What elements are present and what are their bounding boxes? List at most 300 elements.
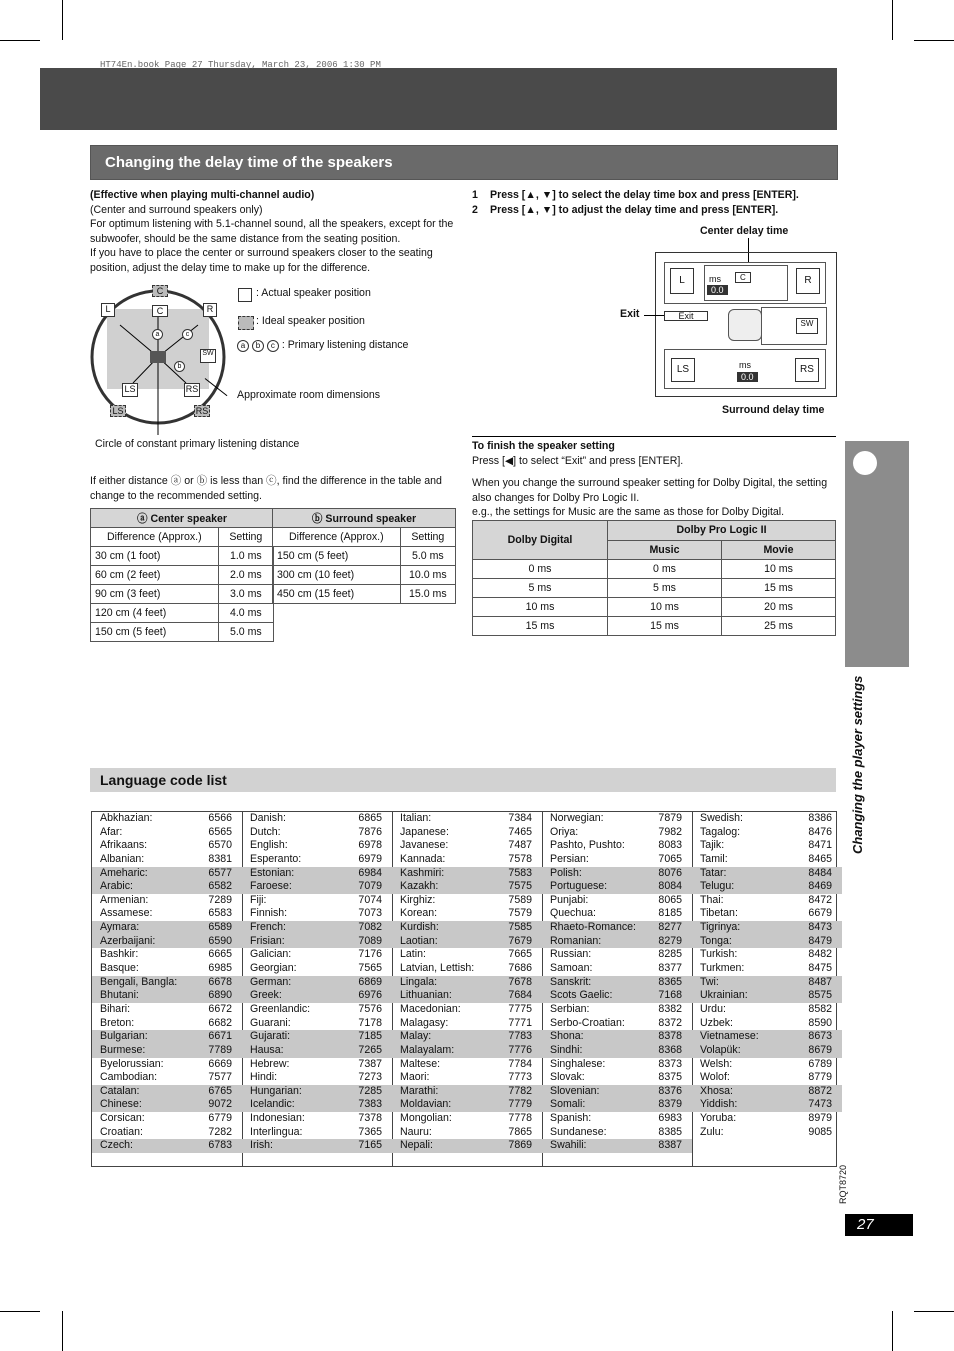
surround-speaker-table xyxy=(272,508,456,604)
language-name: Korean: xyxy=(400,907,438,920)
dolby-cell: 15 ms xyxy=(608,617,722,636)
language-name: Bihari: xyxy=(100,1002,131,1015)
language-name: Tibetan: xyxy=(700,907,738,920)
legend-ideal-swatch xyxy=(238,316,254,330)
language-name: Wolof: xyxy=(700,1071,730,1084)
dolby-cell: 15 ms xyxy=(722,579,836,598)
language-code: 6983 xyxy=(658,1112,682,1125)
surround-col2: Setting xyxy=(400,528,455,547)
language-title-text: Language code list xyxy=(100,772,227,788)
language-code: 8382 xyxy=(658,1002,682,1015)
language-name: Turkish: xyxy=(700,948,738,961)
language-row xyxy=(392,1098,542,1112)
center-speaker-table xyxy=(90,508,274,642)
language-name: Gujarati: xyxy=(250,1030,291,1043)
center-ms-label: ms xyxy=(709,274,721,284)
language-row xyxy=(542,948,692,962)
legend-primary: : Primary listening distance xyxy=(281,339,409,351)
language-name: Yiddish: xyxy=(700,1098,738,1111)
language-row xyxy=(692,1058,842,1072)
language-name: Sanskrit: xyxy=(550,975,592,988)
language-name: Croatian: xyxy=(100,1125,143,1138)
language-code: 8476 xyxy=(808,825,832,838)
language-name: Rhaeto-Romance: xyxy=(550,921,636,934)
dolby-cell: 25 ms xyxy=(722,617,836,636)
language-name: Galician: xyxy=(250,948,292,961)
language-name: Javanese: xyxy=(400,839,449,852)
center-diff: 30 cm (1 foot) xyxy=(91,547,219,566)
sidebar-tab xyxy=(845,441,909,667)
language-row xyxy=(392,812,542,826)
language-row xyxy=(392,826,542,840)
language-code: 8381 xyxy=(208,852,232,865)
language-row xyxy=(242,853,392,867)
language-row xyxy=(542,935,692,949)
language-code: 7578 xyxy=(508,852,532,865)
language-row xyxy=(392,976,542,990)
language-row xyxy=(392,839,542,853)
language-row xyxy=(542,812,692,826)
language-code: 8487 xyxy=(808,975,832,988)
language-code: 7773 xyxy=(508,1071,532,1084)
language-name: Uzbek: xyxy=(700,1016,733,1029)
language-row xyxy=(542,1030,692,1044)
language-code: 8482 xyxy=(808,948,832,961)
language-name: Sindhi: xyxy=(550,1043,583,1056)
dolby-cell: 10 ms xyxy=(722,560,836,579)
center-delay-label: Center delay time xyxy=(700,225,789,237)
language-name: Interlingua: xyxy=(250,1125,303,1138)
language-name: Estonian: xyxy=(250,866,295,879)
language-name: Slovak: xyxy=(550,1071,585,1084)
language-name: Zulu: xyxy=(700,1125,724,1138)
sidebar-label-wrap xyxy=(842,676,882,856)
center-diff: 90 cm (3 feet) xyxy=(91,585,219,604)
language-code: 8365 xyxy=(658,975,682,988)
language-column xyxy=(542,812,693,1166)
language-code: 6672 xyxy=(208,1002,232,1015)
language-name: Marathi: xyxy=(400,1084,439,1097)
language-name: Ukrainian: xyxy=(700,989,748,1002)
language-code: 6978 xyxy=(358,839,382,852)
screen-speaker-LS: LS xyxy=(671,358,695,382)
language-name: Samoan: xyxy=(550,962,593,975)
music-header: Music xyxy=(608,540,722,560)
language-row xyxy=(692,989,842,1003)
para1: For optimum listening with 5.1-channel sound, all the speakers, except for the subwoofer, should be the same distance from the seating position. xyxy=(90,218,454,245)
language-code: 7665 xyxy=(508,948,532,961)
language-name: Icelandic: xyxy=(250,1098,295,1111)
finish-text: Press [◀] to select “Exit” and press [ENTER]. xyxy=(472,454,684,467)
language-code: 8472 xyxy=(808,893,832,906)
language-row xyxy=(542,907,692,921)
language-code: 8083 xyxy=(658,839,682,852)
language-code: 7265 xyxy=(358,1043,382,1056)
language-code: 7082 xyxy=(358,921,382,934)
surround-ms-label: ms xyxy=(739,360,751,370)
language-code: 7465 xyxy=(508,825,532,838)
language-row xyxy=(92,826,242,840)
language-code: 8378 xyxy=(658,1030,682,1043)
legend-marker-c: c xyxy=(267,340,279,352)
finish-block xyxy=(472,439,836,468)
language-code: 8372 xyxy=(658,1016,682,1029)
language-code: 8473 xyxy=(808,921,832,934)
delay-screen xyxy=(655,252,837,397)
center-col1: Difference (Approx.) xyxy=(91,528,219,547)
language-name: Lithuanian: xyxy=(400,989,452,1002)
language-code: 6671 xyxy=(208,1030,232,1043)
language-code: 8373 xyxy=(658,1057,682,1070)
language-code: 6976 xyxy=(358,989,382,1002)
language-row xyxy=(692,907,842,921)
language-row xyxy=(542,880,692,894)
language-name: Italian: xyxy=(400,812,432,824)
language-name: Greek: xyxy=(250,989,282,1002)
language-name: Breton: xyxy=(100,1016,135,1029)
speaker-RS: RS xyxy=(184,383,200,397)
language-row xyxy=(542,839,692,853)
language-name: Kurdish: xyxy=(400,921,439,934)
language-name: Somali: xyxy=(550,1098,586,1111)
language-code: 6570 xyxy=(208,839,232,852)
language-row xyxy=(692,867,842,881)
surround-delay-box[interactable] xyxy=(664,349,826,389)
language-code: 6589 xyxy=(208,921,232,934)
language-row xyxy=(392,867,542,881)
language-code: 7089 xyxy=(358,934,382,947)
language-row xyxy=(92,948,242,962)
language-row xyxy=(92,1058,242,1072)
crop-mark xyxy=(914,1311,954,1312)
language-code: 7576 xyxy=(358,1002,382,1015)
language-code: 7585 xyxy=(508,921,532,934)
language-name: Tagalog: xyxy=(700,825,741,838)
language-name: Greenlandic: xyxy=(250,1002,311,1015)
language-row xyxy=(242,1085,392,1099)
language-name: Shona: xyxy=(550,1030,584,1043)
language-code: 6679 xyxy=(808,907,832,920)
language-name: Thai: xyxy=(700,893,724,906)
language-name: Irish: xyxy=(250,1139,273,1152)
language-code: 7185 xyxy=(358,1030,382,1043)
language-row xyxy=(92,989,242,1003)
language-row xyxy=(92,1071,242,1085)
effective-note: (Effective when playing multi-channel audio) xyxy=(90,189,315,201)
circle-label: Circle of constant primary listening distance xyxy=(95,438,300,450)
language-code: 8872 xyxy=(808,1084,832,1097)
language-row xyxy=(242,989,392,1003)
language-column xyxy=(692,812,842,1166)
marker-b: b xyxy=(174,361,185,372)
screen-speaker-L: L xyxy=(670,268,694,294)
language-row xyxy=(542,894,692,908)
language-row xyxy=(542,1017,692,1031)
language-row xyxy=(242,1003,392,1017)
language-row xyxy=(392,1058,542,1072)
language-name: Czech: xyxy=(100,1139,133,1152)
language-row xyxy=(692,853,842,867)
crop-mark xyxy=(0,1311,40,1312)
language-row xyxy=(542,853,692,867)
language-code: 7789 xyxy=(208,1043,232,1056)
language-name: Tigrinya: xyxy=(700,921,741,934)
speaker-LS-ideal: LS xyxy=(110,405,126,417)
surround-setting: 15.0 ms xyxy=(400,585,455,604)
legend-marker-b: b xyxy=(252,340,264,352)
language-name: Armenian: xyxy=(100,893,149,906)
language-row xyxy=(92,1139,242,1153)
language-name: Volapük: xyxy=(700,1043,741,1056)
language-name: Dutch: xyxy=(250,825,281,838)
language-row xyxy=(542,1044,692,1058)
language-name: Scots Gaelic: xyxy=(550,989,613,1002)
sidebar-label: Changing the player settings xyxy=(850,675,865,854)
language-name: Assamese: xyxy=(100,907,153,920)
language-code: 7869 xyxy=(508,1139,532,1152)
center-diff: 60 cm (2 feet) xyxy=(91,566,219,585)
language-row xyxy=(92,867,242,881)
language-row xyxy=(692,1085,842,1099)
legend-actual-swatch xyxy=(238,288,252,302)
page-number-box xyxy=(845,1214,913,1236)
marker-a: a xyxy=(152,329,163,340)
language-code: 8479 xyxy=(808,934,832,947)
language-name: Burmese: xyxy=(100,1043,146,1056)
language-code: 7776 xyxy=(508,1043,532,1056)
language-code: 8368 xyxy=(658,1043,682,1056)
sw-box xyxy=(761,307,827,345)
language-row xyxy=(392,1085,542,1099)
language-name: Mongolian: xyxy=(400,1112,452,1125)
marker-c: c xyxy=(182,329,193,340)
language-row xyxy=(542,826,692,840)
language-code: 6984 xyxy=(358,866,382,879)
speaker-C-ideal: C xyxy=(152,285,168,297)
language-name: Welsh: xyxy=(700,1057,733,1070)
center-table-header: ⓐ Center speaker xyxy=(91,509,274,528)
language-name: Urdu: xyxy=(700,1002,726,1015)
language-code: 7365 xyxy=(358,1125,382,1138)
language-row xyxy=(242,976,392,990)
language-row xyxy=(542,1085,692,1099)
language-code: 6789 xyxy=(808,1057,832,1070)
language-code: 6577 xyxy=(208,866,232,879)
language-name: Abkhazian: xyxy=(100,812,153,824)
speaker-SW: SW xyxy=(200,349,216,363)
language-code: 8590 xyxy=(808,1016,832,1029)
language-name: Kannada: xyxy=(400,852,446,865)
language-row xyxy=(392,1126,542,1140)
language-code: 7771 xyxy=(508,1016,532,1029)
language-name: Swedish: xyxy=(700,812,743,824)
language-code: 8484 xyxy=(808,866,832,879)
center-delay-value: 0.0 xyxy=(707,285,728,295)
dolby-cell: 10 ms xyxy=(473,598,608,617)
screen-speaker-RS: RS xyxy=(795,358,819,382)
language-row xyxy=(392,1044,542,1058)
language-code: 7686 xyxy=(508,962,532,975)
language-row xyxy=(542,989,692,1003)
step-1-num: 1 xyxy=(472,189,478,201)
language-row xyxy=(92,1085,242,1099)
language-name: Nauru: xyxy=(400,1125,432,1138)
language-row xyxy=(242,1126,392,1140)
language-row xyxy=(242,948,392,962)
language-row xyxy=(92,812,242,826)
exit-button[interactable]: Exit xyxy=(664,311,708,321)
language-code: 7165 xyxy=(358,1139,382,1152)
language-code: 6665 xyxy=(208,948,232,961)
language-code: 8979 xyxy=(808,1112,832,1125)
center-diff: 150 cm (5 feet) xyxy=(91,623,219,642)
language-row xyxy=(242,907,392,921)
seat-icon xyxy=(728,309,762,341)
language-row xyxy=(92,1098,242,1112)
header-bar xyxy=(40,68,837,130)
language-code: 6590 xyxy=(208,934,232,947)
language-row xyxy=(242,812,392,826)
language-row xyxy=(242,894,392,908)
crop-mark xyxy=(914,40,954,41)
language-code: 6583 xyxy=(208,907,232,920)
language-row xyxy=(692,1126,842,1140)
legend-ideal: : Ideal speaker position xyxy=(256,315,365,327)
language-name: Xhosa: xyxy=(700,1084,733,1097)
language-code: 6865 xyxy=(358,812,382,824)
language-code: 7575 xyxy=(508,880,532,893)
step-1 xyxy=(472,188,842,203)
language-row xyxy=(392,853,542,867)
language-row xyxy=(92,935,242,949)
file-line: HT74En.book Page 27 Thursday, March 23, 2006 1:30 PM xyxy=(100,60,381,70)
language-name: Turkmen: xyxy=(700,962,745,975)
language-code: 7583 xyxy=(508,866,532,879)
language-code: 6765 xyxy=(208,1084,232,1097)
language-name: Macedonian: xyxy=(400,1002,461,1015)
language-code: 8679 xyxy=(808,1043,832,1056)
language-code: 8779 xyxy=(808,1071,832,1084)
language-name: Singhalese: xyxy=(550,1057,606,1070)
language-row xyxy=(692,839,842,853)
language-name: Malagasy: xyxy=(400,1016,449,1029)
language-name: Moldavian: xyxy=(400,1098,452,1111)
language-row xyxy=(542,1003,692,1017)
page-number: 27 xyxy=(857,1216,874,1233)
language-code: 7285 xyxy=(358,1084,382,1097)
screen-speaker-R: R xyxy=(796,268,820,294)
language-code: 7473 xyxy=(808,1098,832,1111)
speaker-L: L xyxy=(101,303,115,317)
language-row xyxy=(92,839,242,853)
language-row xyxy=(392,989,542,1003)
language-name: Serbo-Croatian: xyxy=(550,1016,625,1029)
language-code: 8387 xyxy=(658,1139,682,1152)
language-name: Kazakh: xyxy=(400,880,439,893)
language-code: 7289 xyxy=(208,893,232,906)
model-code: RQT8720 xyxy=(838,1164,848,1204)
language-row xyxy=(692,1044,842,1058)
language-code: 8575 xyxy=(808,989,832,1002)
dolby-eg: e.g., the settings for Music are the same as those for Dolby Digital. xyxy=(472,506,785,518)
language-code: 7879 xyxy=(658,812,682,824)
language-name: Laotian: xyxy=(400,934,438,947)
crop-mark xyxy=(892,0,893,40)
language-name: Cambodian: xyxy=(100,1071,158,1084)
language-row xyxy=(242,1044,392,1058)
language-row xyxy=(392,1112,542,1126)
language-column xyxy=(392,812,543,1166)
language-name: Latin: xyxy=(400,948,426,961)
surround-setting: 5.0 ms xyxy=(400,547,455,566)
language-name: Swahili: xyxy=(550,1139,587,1152)
center-delay-box[interactable] xyxy=(704,265,788,301)
language-name: Hebrew: xyxy=(250,1057,290,1070)
language-row xyxy=(392,1139,542,1153)
language-row xyxy=(242,1017,392,1031)
language-code: 7079 xyxy=(358,880,382,893)
language-code: 7387 xyxy=(358,1057,382,1070)
language-code: 7176 xyxy=(358,948,382,961)
dolby-cell: 0 ms xyxy=(473,560,608,579)
center-c-label: C xyxy=(735,272,751,283)
language-code: 6582 xyxy=(208,880,232,893)
language-name: Latvian, Lettish: xyxy=(400,962,475,975)
language-name: Esperanto: xyxy=(250,852,302,865)
language-code: 6779 xyxy=(208,1112,232,1125)
language-name: Byelorussian: xyxy=(100,1057,164,1070)
surround-diff: 150 cm (5 feet) xyxy=(273,547,401,566)
language-code: 8469 xyxy=(808,880,832,893)
language-name: Hausa: xyxy=(250,1043,284,1056)
step-2 xyxy=(472,203,842,218)
language-code: 7282 xyxy=(208,1125,232,1138)
language-code: 7684 xyxy=(508,989,532,1002)
language-row xyxy=(242,962,392,976)
language-row xyxy=(542,867,692,881)
language-name: Russian: xyxy=(550,948,592,961)
language-code: 6565 xyxy=(208,825,232,838)
language-code: 7589 xyxy=(508,893,532,906)
language-name: Japanese: xyxy=(400,825,449,838)
language-name: Lingala: xyxy=(400,975,438,988)
language-name: Frisian: xyxy=(250,934,285,947)
language-code: 7577 xyxy=(208,1071,232,1084)
language-code: 7876 xyxy=(358,825,382,838)
language-name: Hungarian: xyxy=(250,1084,302,1097)
language-code: 6869 xyxy=(358,975,382,988)
language-row xyxy=(242,921,392,935)
language-row xyxy=(392,1030,542,1044)
language-code: 7273 xyxy=(358,1071,382,1084)
language-name: Chinese: xyxy=(100,1098,142,1111)
language-name: Albanian: xyxy=(100,852,145,865)
language-row xyxy=(692,921,842,935)
finish-title: To finish the speaker setting xyxy=(472,440,615,452)
language-row xyxy=(392,935,542,949)
language-row xyxy=(542,1126,692,1140)
language-code: 6682 xyxy=(208,1016,232,1029)
language-row xyxy=(692,1098,842,1112)
language-name: Serbian: xyxy=(550,1002,590,1015)
language-row xyxy=(392,1003,542,1017)
language-name: Bashkir: xyxy=(100,948,139,961)
center-setting: 4.0 ms xyxy=(218,604,273,623)
language-code: 8376 xyxy=(658,1084,682,1097)
language-code: 6566 xyxy=(208,812,232,824)
language-row xyxy=(392,948,542,962)
language-code: 8185 xyxy=(658,907,682,920)
